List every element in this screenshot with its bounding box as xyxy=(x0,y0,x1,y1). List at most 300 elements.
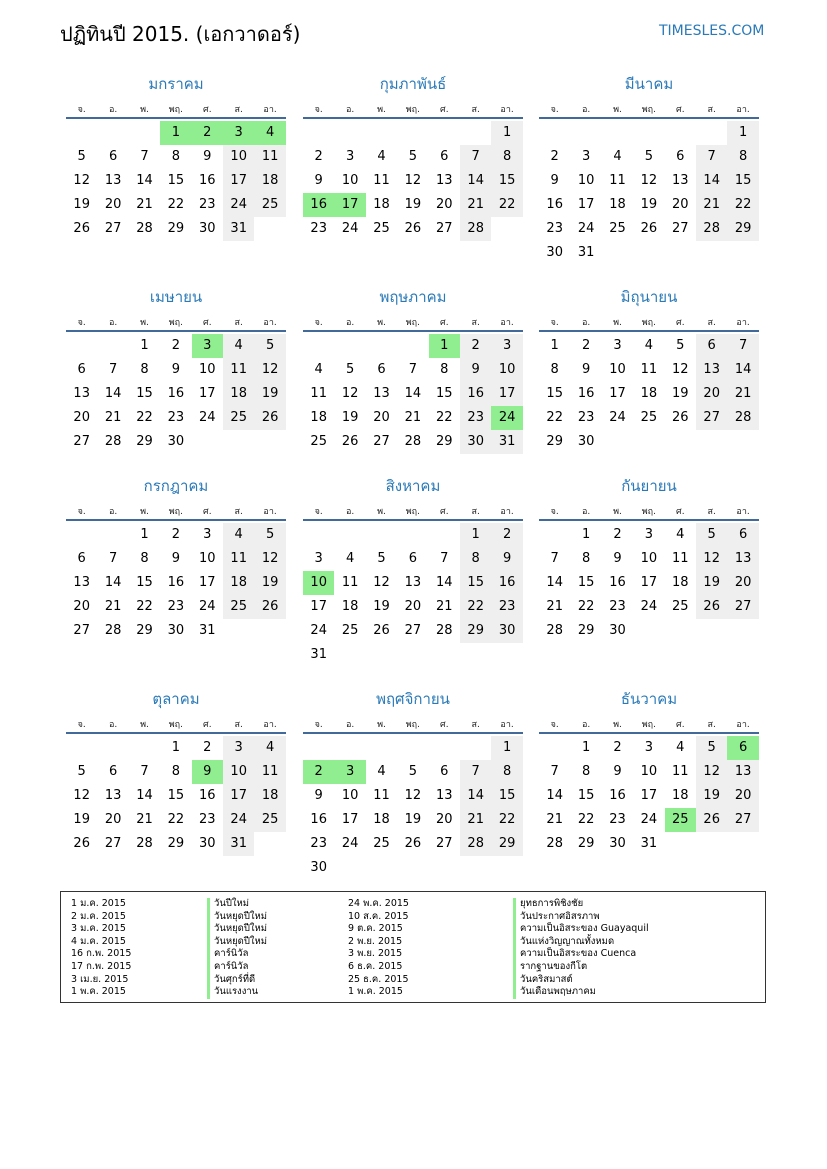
day-cell: 7 xyxy=(550,764,559,779)
weekday-header: พ. xyxy=(613,105,622,115)
header-rule xyxy=(303,519,523,521)
day-cell: 17 xyxy=(310,599,327,614)
day-cell: 19 xyxy=(696,784,727,808)
day-cell: 29 xyxy=(167,836,185,851)
day-cell: 29 xyxy=(727,217,758,241)
day-cell: 18 xyxy=(672,575,689,590)
weekday-header: จ. xyxy=(314,507,323,517)
day-cell: 30 xyxy=(167,623,185,638)
day-cell: 12 xyxy=(696,760,727,784)
day-cell: 22 xyxy=(167,812,185,827)
day-cell: 5 xyxy=(644,149,654,164)
day-cell: 30 xyxy=(199,221,216,236)
day-cell: 5 xyxy=(77,764,86,779)
day-cell: 6 xyxy=(440,149,449,164)
day-cell: 31 xyxy=(199,623,216,638)
day-cell: 31 xyxy=(223,217,254,241)
day-cell: 21 xyxy=(696,193,727,217)
day-cell: 29 xyxy=(167,221,185,236)
weekday-header: พฤ. xyxy=(168,318,183,328)
day-cell: 25 xyxy=(672,599,689,614)
day-cell: 6 xyxy=(696,334,727,358)
day-cell: 15 xyxy=(491,169,522,193)
holiday-day-cell: 3 xyxy=(192,334,223,358)
holiday-day-cell: 3 xyxy=(223,121,254,145)
day-cell: 26 xyxy=(254,406,285,430)
day-cell: 4 xyxy=(314,362,323,377)
weekday-header: พฤ. xyxy=(405,507,420,517)
day-cell: 14 xyxy=(136,173,153,188)
day-cell: 5 xyxy=(408,764,418,779)
day-cell: 14 xyxy=(136,788,153,803)
day-cell: 23 xyxy=(460,406,491,430)
day-cell: 11 xyxy=(373,173,390,188)
day-cell: 2 xyxy=(460,334,491,358)
day-cell: 21 xyxy=(460,193,491,217)
day-cell: 29 xyxy=(460,619,491,643)
month-calendar xyxy=(303,685,525,885)
day-cell: 20 xyxy=(436,812,453,827)
day-cell: 11 xyxy=(672,551,689,566)
day-cell: 11 xyxy=(341,575,359,590)
day-cell: 25 xyxy=(223,406,254,430)
month-calendar xyxy=(66,70,288,270)
day-cell: 28 xyxy=(696,217,727,241)
day-cell: 25 xyxy=(373,221,390,236)
day-cell: 4 xyxy=(676,527,685,542)
weekday-header: อ. xyxy=(345,507,355,517)
day-cell: 23 xyxy=(491,595,522,619)
holiday-name: คาร์นิวัล xyxy=(207,948,267,961)
day-cell: 9 xyxy=(171,362,181,377)
day-cell: 20 xyxy=(73,410,90,425)
weekday-header: ส. xyxy=(234,318,243,328)
weekday-header: จ. xyxy=(550,318,559,328)
day-cell: 28 xyxy=(404,434,422,449)
weekday-header: จ. xyxy=(550,507,559,517)
day-cell: 30 xyxy=(577,434,595,449)
weekday-header: อา. xyxy=(263,720,277,730)
day-cell: 4 xyxy=(223,334,254,358)
day-cell: 25 xyxy=(223,595,254,619)
weekday-header: พ. xyxy=(140,507,149,517)
day-cell: 3 xyxy=(223,736,254,760)
day-cell: 11 xyxy=(373,788,390,803)
day-cell: 14 xyxy=(104,386,122,401)
holiday-date: 2 พ.ย. 2015 xyxy=(348,935,403,947)
day-cell: 22 xyxy=(727,193,758,217)
day-cell: 18 xyxy=(609,197,626,212)
day-cell: 16 xyxy=(609,575,626,590)
weekday-header: อา. xyxy=(500,720,514,730)
day-cell: 7 xyxy=(550,551,559,566)
day-cell: 26 xyxy=(73,221,90,236)
day-cell: 29 xyxy=(546,434,563,449)
day-cell: 2 xyxy=(203,740,212,755)
day-cell: 16 xyxy=(577,386,595,401)
day-cell: 12 xyxy=(640,173,658,188)
day-cell: 26 xyxy=(672,410,689,425)
day-cell: 19 xyxy=(73,197,90,212)
day-cell: 6 xyxy=(440,764,449,779)
day-cell: 18 xyxy=(310,410,327,425)
month-calendar xyxy=(66,685,288,885)
day-cell: 30 xyxy=(491,619,522,643)
day-cell: 28 xyxy=(436,623,453,638)
weekday-header: ศ. xyxy=(676,105,685,115)
day-cell: 31 xyxy=(223,832,254,856)
day-cell: 27 xyxy=(73,623,90,638)
day-cell: 17 xyxy=(341,812,359,827)
day-cell: 16 xyxy=(199,173,216,188)
header-rule xyxy=(66,330,286,332)
day-cell: 5 xyxy=(377,551,386,566)
day-cell: 30 xyxy=(546,245,563,260)
weekday-header: พ. xyxy=(613,720,622,730)
day-cell: 26 xyxy=(404,836,422,851)
day-cell: 1 xyxy=(727,121,758,145)
weekday-header: ศ. xyxy=(676,318,685,328)
day-cell: 29 xyxy=(491,832,522,856)
day-cell: 18 xyxy=(341,599,359,614)
day-cell: 16 xyxy=(460,382,491,406)
weekday-header: จ. xyxy=(550,105,559,115)
weekday-header: พ. xyxy=(613,318,622,328)
day-cell: 13 xyxy=(672,173,689,188)
day-cell: 26 xyxy=(373,623,390,638)
holiday-name: วันแห่งวิญญาณทั้งหมด xyxy=(513,936,649,949)
day-cell: 24 xyxy=(341,221,359,236)
header-rule xyxy=(303,330,523,332)
day-cell: 12 xyxy=(404,788,422,803)
holiday-day-cell: 25 xyxy=(665,808,696,832)
day-cell: 21 xyxy=(104,599,122,614)
day-cell: 6 xyxy=(77,551,86,566)
weekday-header: พฤ. xyxy=(168,105,183,115)
holiday-legend xyxy=(60,891,766,1003)
day-cell: 13 xyxy=(404,575,422,590)
holiday-names-column xyxy=(513,898,649,999)
month-name: เมษายน xyxy=(149,288,203,306)
weekday-header: พ. xyxy=(140,318,149,328)
holiday-date: 16 ก.พ. 2015 xyxy=(71,948,132,960)
day-cell: 27 xyxy=(436,221,453,236)
day-cell: 23 xyxy=(609,599,626,614)
day-cell: 13 xyxy=(436,788,453,803)
weekday-header: ศ. xyxy=(203,720,212,730)
weekday-header: พฤ. xyxy=(641,507,656,517)
day-cell: 7 xyxy=(408,362,418,377)
month-calendar xyxy=(66,472,288,672)
day-cell: 14 xyxy=(460,169,491,193)
weekday-header: อา. xyxy=(736,507,750,517)
weekday-header: อา. xyxy=(500,105,514,115)
day-cell: 30 xyxy=(310,860,327,875)
weekday-header: พ. xyxy=(377,507,386,517)
weekday-header: อา. xyxy=(736,720,750,730)
day-cell: 2 xyxy=(491,523,522,547)
weekday-header: อ. xyxy=(581,105,591,115)
day-cell: 9 xyxy=(613,551,622,566)
weekday-header: ศ. xyxy=(203,507,212,517)
day-cell: 31 xyxy=(491,430,522,454)
holiday-date: 1 พ.ค. 2015 xyxy=(348,986,403,998)
holiday-name: วันหยุดปีใหม่ xyxy=(207,923,267,936)
day-cell: 4 xyxy=(676,740,685,755)
holiday-name: วันศุกร์ที่ดี xyxy=(207,974,267,987)
month-calendar xyxy=(539,472,761,672)
day-cell: 13 xyxy=(104,788,122,803)
day-cell: 27 xyxy=(696,406,727,430)
weekday-header: จ. xyxy=(77,720,86,730)
day-cell: 4 xyxy=(377,149,386,164)
day-cell: 25 xyxy=(373,836,390,851)
day-cell: 19 xyxy=(373,599,390,614)
day-cell: 22 xyxy=(436,410,453,425)
weekday-header: อ. xyxy=(581,318,591,328)
holiday-dates-column xyxy=(348,898,409,999)
day-cell: 8 xyxy=(727,145,758,169)
holiday-date: 6 ธ.ค. 2015 xyxy=(348,960,403,972)
weekday-header: จ. xyxy=(77,318,86,328)
day-cell: 29 xyxy=(136,623,153,638)
weekday-header: ศ. xyxy=(203,318,212,328)
day-cell: 8 xyxy=(171,764,181,779)
day-cell: 13 xyxy=(436,173,453,188)
day-cell: 27 xyxy=(404,623,422,638)
holiday-date: 25 ธ.ค. 2015 xyxy=(348,973,409,985)
weekday-header: อา. xyxy=(263,318,277,328)
day-cell: 17 xyxy=(609,386,626,401)
day-cell: 17 xyxy=(199,386,216,401)
month-name: พฤศจิกายน xyxy=(376,690,450,708)
day-cell: 7 xyxy=(727,334,758,358)
day-cell: 5 xyxy=(696,523,727,547)
day-cell: 5 xyxy=(408,149,418,164)
day-cell: 3 xyxy=(644,527,654,542)
day-cell: 6 xyxy=(408,551,418,566)
month-calendar xyxy=(539,70,761,270)
day-cell: 20 xyxy=(73,599,90,614)
day-cell: 10 xyxy=(609,362,626,377)
day-cell: 25 xyxy=(254,193,285,217)
weekday-header: พ. xyxy=(613,507,622,517)
weekday-header: อ. xyxy=(345,720,355,730)
day-cell: 23 xyxy=(577,410,595,425)
day-cell: 21 xyxy=(104,410,122,425)
header-rule xyxy=(539,519,759,521)
day-cell: 26 xyxy=(341,434,359,449)
day-cell: 17 xyxy=(223,784,254,808)
day-cell: 18 xyxy=(373,812,390,827)
day-cell: 14 xyxy=(436,575,453,590)
weekday-header: จ. xyxy=(314,720,323,730)
month-name: กันยายน xyxy=(621,477,677,495)
month-name: มกราคม xyxy=(148,75,204,93)
day-cell: 20 xyxy=(436,197,453,212)
day-cell: 17 xyxy=(577,197,595,212)
day-cell: 28 xyxy=(546,836,563,851)
day-cell: 8 xyxy=(440,362,449,377)
brand-link[interactable]: TIMESLES.COM xyxy=(659,23,765,39)
day-cell: 12 xyxy=(404,173,422,188)
holiday-date: 3 เม.ย. 2015 xyxy=(71,973,129,985)
day-cell: 7 xyxy=(696,145,727,169)
day-cell: 22 xyxy=(460,595,491,619)
day-cell: 19 xyxy=(696,571,727,595)
day-cell: 7 xyxy=(108,551,118,566)
holiday-dates-column xyxy=(71,898,131,999)
day-cell: 21 xyxy=(546,812,563,827)
day-cell: 22 xyxy=(136,410,153,425)
page-title: ปฏิทินปี 2015. (เอกวาดอร์) xyxy=(60,22,301,46)
day-cell: 23 xyxy=(546,221,563,236)
day-cell: 17 xyxy=(640,788,658,803)
holiday-name: คาร์นิวัล xyxy=(207,961,267,974)
day-cell: 29 xyxy=(577,836,595,851)
day-cell: 3 xyxy=(644,740,654,755)
weekday-header: อ. xyxy=(581,720,591,730)
month-name: มีนาคม xyxy=(624,75,674,93)
holiday-day-cell: 1 xyxy=(429,334,460,358)
month-name: ตุลาคม xyxy=(152,690,200,708)
weekday-header: พฤ. xyxy=(641,105,656,115)
day-cell: 18 xyxy=(223,382,254,406)
day-cell: 21 xyxy=(727,382,758,406)
day-cell: 30 xyxy=(199,836,216,851)
day-cell: 9 xyxy=(171,551,181,566)
weekday-header: อ. xyxy=(108,318,118,328)
day-cell: 29 xyxy=(436,434,453,449)
day-cell: 31 xyxy=(310,647,327,662)
weekday-header: พฤ. xyxy=(641,318,656,328)
day-cell: 3 xyxy=(491,334,522,358)
day-cell: 1 xyxy=(491,736,522,760)
month-name: ธันวาคม xyxy=(620,690,678,708)
holiday-name: วันเดือนพฤษภาคม xyxy=(513,986,649,999)
day-cell: 8 xyxy=(140,362,149,377)
weekday-header: จ. xyxy=(77,105,86,115)
day-cell: 24 xyxy=(341,836,359,851)
day-cell: 26 xyxy=(696,595,727,619)
weekday-header: พ. xyxy=(140,720,149,730)
weekday-header: ศ. xyxy=(440,105,449,115)
weekday-header: อ. xyxy=(108,720,118,730)
day-cell: 7 xyxy=(140,149,149,164)
day-cell: 19 xyxy=(254,382,285,406)
day-cell: 8 xyxy=(491,145,522,169)
day-cell: 27 xyxy=(672,221,689,236)
day-cell: 20 xyxy=(404,599,422,614)
holiday-date: 3 ม.ค. 2015 xyxy=(71,923,126,935)
day-cell: 29 xyxy=(577,623,595,638)
day-cell: 22 xyxy=(577,812,595,827)
day-cell: 29 xyxy=(136,434,153,449)
day-cell: 23 xyxy=(310,836,327,851)
day-cell: 6 xyxy=(108,149,118,164)
day-cell: 22 xyxy=(491,808,522,832)
day-cell: 8 xyxy=(140,551,149,566)
day-cell: 10 xyxy=(341,173,359,188)
day-cell: 23 xyxy=(609,812,626,827)
day-cell: 30 xyxy=(609,623,626,638)
header-rule xyxy=(303,732,523,734)
holiday-date: 10 ส.ค. 2015 xyxy=(348,910,409,922)
day-cell: 16 xyxy=(609,788,626,803)
day-cell: 4 xyxy=(644,338,654,353)
day-cell: 30 xyxy=(609,836,626,851)
day-cell: 10 xyxy=(199,551,216,566)
day-cell: 28 xyxy=(104,434,122,449)
day-cell: 9 xyxy=(581,362,591,377)
holiday-name: วันคริสมาสต์ xyxy=(513,974,649,987)
holiday-day-cell: 16 xyxy=(303,193,334,217)
day-cell: 11 xyxy=(640,362,658,377)
day-cell: 24 xyxy=(199,410,216,425)
weekday-header: พฤ. xyxy=(168,507,183,517)
weekday-header: พฤ. xyxy=(405,720,420,730)
day-cell: 26 xyxy=(254,595,285,619)
day-cell: 24 xyxy=(609,410,626,425)
holiday-name: รากฐานของกีโต xyxy=(513,961,649,974)
holiday-date: 1 พ.ค. 2015 xyxy=(71,986,126,998)
day-cell: 23 xyxy=(199,812,216,827)
day-cell: 22 xyxy=(577,599,595,614)
day-cell: 20 xyxy=(104,197,122,212)
day-cell: 28 xyxy=(546,623,563,638)
day-cell: 21 xyxy=(136,197,153,212)
day-cell: 14 xyxy=(460,784,491,808)
day-cell: 25 xyxy=(254,808,285,832)
day-cell: 4 xyxy=(223,523,254,547)
weekday-header: พฤ. xyxy=(641,720,656,730)
header-rule xyxy=(539,330,759,332)
day-cell: 10 xyxy=(223,145,254,169)
day-cell: 28 xyxy=(727,406,758,430)
holiday-name: วันประกาศอิสรภาพ xyxy=(513,911,649,924)
day-cell: 6 xyxy=(77,362,86,377)
day-cell: 1 xyxy=(581,527,591,542)
day-cell: 14 xyxy=(546,788,563,803)
day-cell: 13 xyxy=(373,386,390,401)
day-cell: 17 xyxy=(491,382,522,406)
day-cell: 24 xyxy=(223,193,254,217)
weekday-header: อา. xyxy=(736,105,750,115)
holiday-date: 4 ม.ค. 2015 xyxy=(71,935,126,947)
weekday-header: ส. xyxy=(471,105,480,115)
day-cell: 11 xyxy=(254,145,285,169)
day-cell: 9 xyxy=(460,358,491,382)
day-cell: 16 xyxy=(491,571,522,595)
day-cell: 19 xyxy=(73,812,90,827)
weekday-header: ส. xyxy=(707,507,716,517)
day-cell: 10 xyxy=(223,760,254,784)
day-cell: 24 xyxy=(310,623,327,638)
weekday-header: จ. xyxy=(550,720,559,730)
day-cell: 23 xyxy=(310,221,327,236)
day-cell: 18 xyxy=(373,197,390,212)
day-cell: 7 xyxy=(140,764,149,779)
day-cell: 20 xyxy=(696,382,727,406)
day-cell: 13 xyxy=(696,358,727,382)
day-cell: 9 xyxy=(491,547,522,571)
day-cell: 9 xyxy=(314,788,323,803)
holiday-day-cell: 4 xyxy=(254,121,285,145)
day-cell: 7 xyxy=(108,362,118,377)
weekday-header: ส. xyxy=(234,507,243,517)
holiday-date: 2 ม.ค. 2015 xyxy=(71,910,126,922)
holiday-name: วันปีใหม่ xyxy=(207,898,267,911)
